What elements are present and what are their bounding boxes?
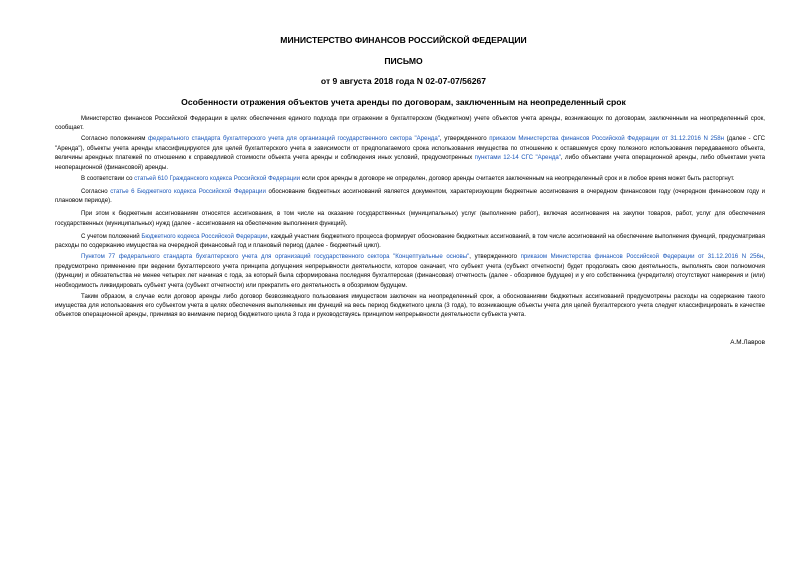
paragraph-1: Министерство финансов Российской Федерации в целях обеспечения единого подхода при отражении в бухгалтерском (бюджетном) учете объектов учета аренды, возникающих по договорам, заключенным на неопределенный срок, сообщает. bbox=[55, 115, 765, 132]
link-civil-code-610[interactable]: статьей 610 Гражданского кодекса Российской Федерации bbox=[134, 174, 301, 182]
paragraph-8: Таким образом, в случае если договор аренды либо договор безвозмездного пользования имуществом заключен на неопределенный срок, а обоснованиями бюджетных ассигнований предусмотрены расходы на содержание такого имущества для использования его субъектом учета в целях обеспечения выполняемых им функций на весь период бюджетного цикла (3 года), то возникающие объекты учета для целей бухгалтерского учета следует классифицировать в качестве объектов операционной аренды, принимая во внимание период бюджетного цикла 3 года и руководствуясь принципом непрерывности деятельности субъекта учета. bbox=[55, 292, 765, 319]
signature: А.М.Лавров bbox=[730, 339, 765, 346]
document-date-number: от 9 августа 2018 года N 02-07-07/56267 bbox=[320, 76, 487, 86]
link-items-12-14[interactable]: пунктами 12-14 СГС "Аренда" bbox=[474, 154, 561, 162]
paragraph-2: Согласно положениям федерального стандарта бухгалтерского учета для организаций государственного сектора "Аренда", утвержденного приказом Министерства финансов Российской Федерации от 31.12.2016 N 258н (далее - СГС "Аренда"), объекты учета аренды классифицируются для целей бухгалтерского учета в зависимости от предполагаемого срока использования имущества по отношению к оставшемуся сроку полезного использования передаваемого объекта, величины арендных платежей по отношению к справедливой стоимости объекта учета аренды и соблюдения иных условий, предусмотренных пунктами 12-14 СГС "Аренда", либо объектами учета операционной аренды, либо объектами учета неоперационной (финансовой) аренды. bbox=[55, 135, 766, 171]
link-sgs-arenda[interactable]: федерального стандарта бухгалтерского учета для организаций государственного сектора "Аренда" bbox=[148, 135, 440, 143]
paragraph-6: С учетом положений Бюджетного кодекса Российской Федерации, каждый участник бюджетного процесса формирует обоснование бюджетных ассигнований, в том числе ассигнований на обеспечение выполнения функций, предусматривая расходы по содержанию имущества на очередной финансовый год и плановый период (далее - бюджетный цикл). bbox=[55, 233, 765, 250]
paragraph-5: При этом к бюджетным ассигнованиям относятся ассигнования, в том числе на оказание государственных (муниципальных) услуг (выполнение работ), включая ассигнования на закупки товаров, работ, услуг для обеспечения государственных (муниципальных) нужд (далее - ассигнования на обеспечение выполнения функций). bbox=[55, 210, 765, 227]
link-item-77-concept[interactable]: Пунктом 77 федерального стандарта бухгалтерского учета для организаций государственного сектора "Концептуальные основы" bbox=[81, 253, 470, 261]
document-body bbox=[55, 114, 765, 321]
link-budget-code[interactable]: Бюджетного кодекса Российской Федерации bbox=[141, 233, 268, 241]
link-order-258n[interactable]: приказом Министерства финансов Российской Федерации от 31.12.2016 N 258н bbox=[489, 135, 725, 143]
paragraph-4: Согласно статье 6 Бюджетного кодекса Российской Федерации обоснование бюджетных ассигнований является документом, характеризующим бюджетные ассигнования в очередном финансовом году (очередном финансовом году и плановом периоде). bbox=[55, 187, 765, 205]
link-order-256n[interactable]: приказом Министерства финансов Российской Федерации от 31.12.2016 N 256н bbox=[520, 253, 764, 261]
ministry-title: МИНИСТЕРСТВО ФИНАНСОВ РОССИЙСКОЙ ФЕДЕРАЦИИ bbox=[280, 35, 527, 45]
paragraph-3: В соответствии со статьей 610 Гражданского кодекса Российской Федерации если срок аренды в договоре не определен, договор аренды считается заключенным на неопределенный срок и в любое время может быть расторгнут. bbox=[81, 174, 735, 182]
document-type: ПИСЬМО bbox=[384, 56, 423, 66]
link-budget-code-6[interactable]: статье 6 Бюджетного кодекса Российской Федерации bbox=[110, 187, 266, 195]
document-subject: Особенности отражения объектов учета аренды по договорам, заключенным на неопределенный срок bbox=[181, 97, 626, 107]
paragraph-7: Пунктом 77 федерального стандарта бухгалтерского учета для организаций государственного сектора "Концептуальные основы", утвержденного приказом Министерства финансов Российской Федерации от 31.12.2016 N 256н, предусмотрено применение при ведении бухгалтерского учета принципа допущения непрерывности деятельности, которое означает, что субъект учета (субъект отчетности) будет продолжать свою деятельность, выполнять свои полномочия (функции) и обязательства не менее четырех лет начиная с года, за который была сформирована последняя бухгалтерская (финансовая) отчетность (далее - обозримое будущее) и у его собственника (учредителя) отсутствуют намерения и (или) необходимость ликвидировать субъект учета (субъект отчетности) или прекратить его деятельность в обозримом будущем. bbox=[55, 253, 765, 289]
